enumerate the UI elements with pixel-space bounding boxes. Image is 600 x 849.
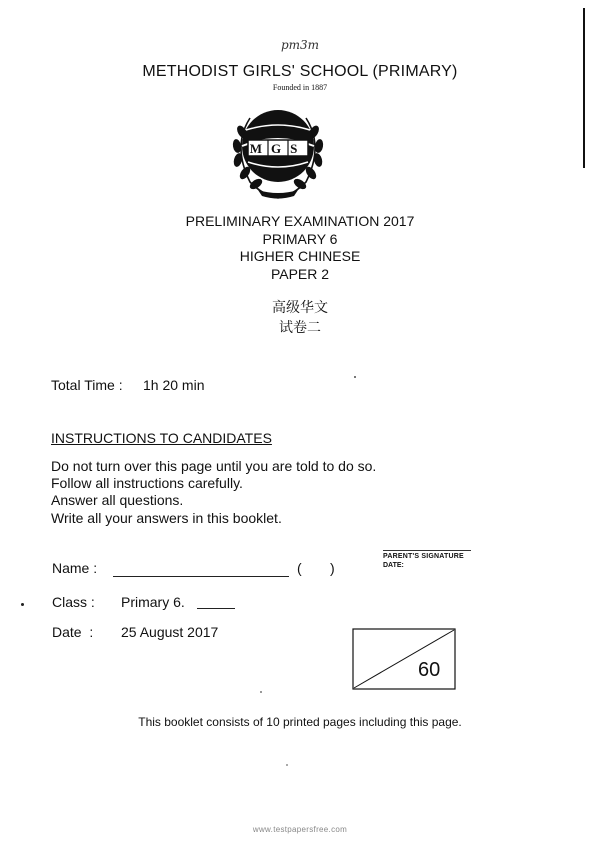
score-box xyxy=(352,628,456,690)
exam-date-label: Date : xyxy=(52,624,94,640)
school-crest-logo xyxy=(228,96,328,202)
total-time-label: Total Time : xyxy=(51,377,123,393)
instruction-item: Write all your answers in this booklet. xyxy=(51,510,282,526)
scan-edge-line xyxy=(583,8,585,168)
instructions-heading: INSTRUCTIONS TO CANDIDATES xyxy=(51,430,272,446)
scan-speck xyxy=(260,691,262,693)
class-value: Primary 6. xyxy=(121,594,185,610)
school-name: METHODIST GIRLS' SCHOOL (PRIMARY) xyxy=(142,63,458,80)
scan-speck xyxy=(286,764,288,766)
paper-title-chinese: 试卷二 xyxy=(279,320,321,336)
exam-title: PRELIMINARY EXAMINATION 2017 xyxy=(185,213,415,229)
name-label: Name : xyxy=(52,560,98,576)
subject-title-chinese: 高级华文 xyxy=(272,300,328,316)
scan-speck xyxy=(21,603,24,606)
subject-title: HIGHER CHINESE xyxy=(239,248,361,264)
instruction-item: Do not turn over this page until you are told to do so. xyxy=(51,458,377,474)
score-total: 60 xyxy=(418,659,441,681)
footer-note: This booklet consists of 10 printed pages including this page. xyxy=(138,715,462,729)
exam-date-value: 25 August 2017 xyxy=(121,624,219,640)
name-field[interactable] xyxy=(113,576,289,577)
founded-text: Founded in 1887 xyxy=(272,83,328,92)
parent-signature-label: PARENT'S SIGNATURE xyxy=(383,553,464,560)
handwritten-note: pm3m xyxy=(280,38,320,52)
scan-speck xyxy=(354,376,356,378)
instruction-item: Answer all questions. xyxy=(51,492,184,508)
register-number-paren-open: ( xyxy=(297,560,302,576)
class-label: Class : xyxy=(52,594,95,610)
crest-letters: MGS xyxy=(249,141,307,156)
paper-title: PAPER 2 xyxy=(270,266,330,282)
signature-date-label: DATE: xyxy=(383,562,404,569)
instruction-item: Follow all instructions carefully. xyxy=(51,475,243,491)
total-time-value: 1h 20 min xyxy=(143,377,205,393)
level-title: PRIMARY 6 xyxy=(262,231,338,247)
class-blank-field[interactable] xyxy=(197,608,235,609)
register-number-paren-close: ) xyxy=(330,560,335,576)
watermark-text: www.testpapersfree.com xyxy=(252,825,348,834)
signature-line[interactable] xyxy=(383,550,471,551)
